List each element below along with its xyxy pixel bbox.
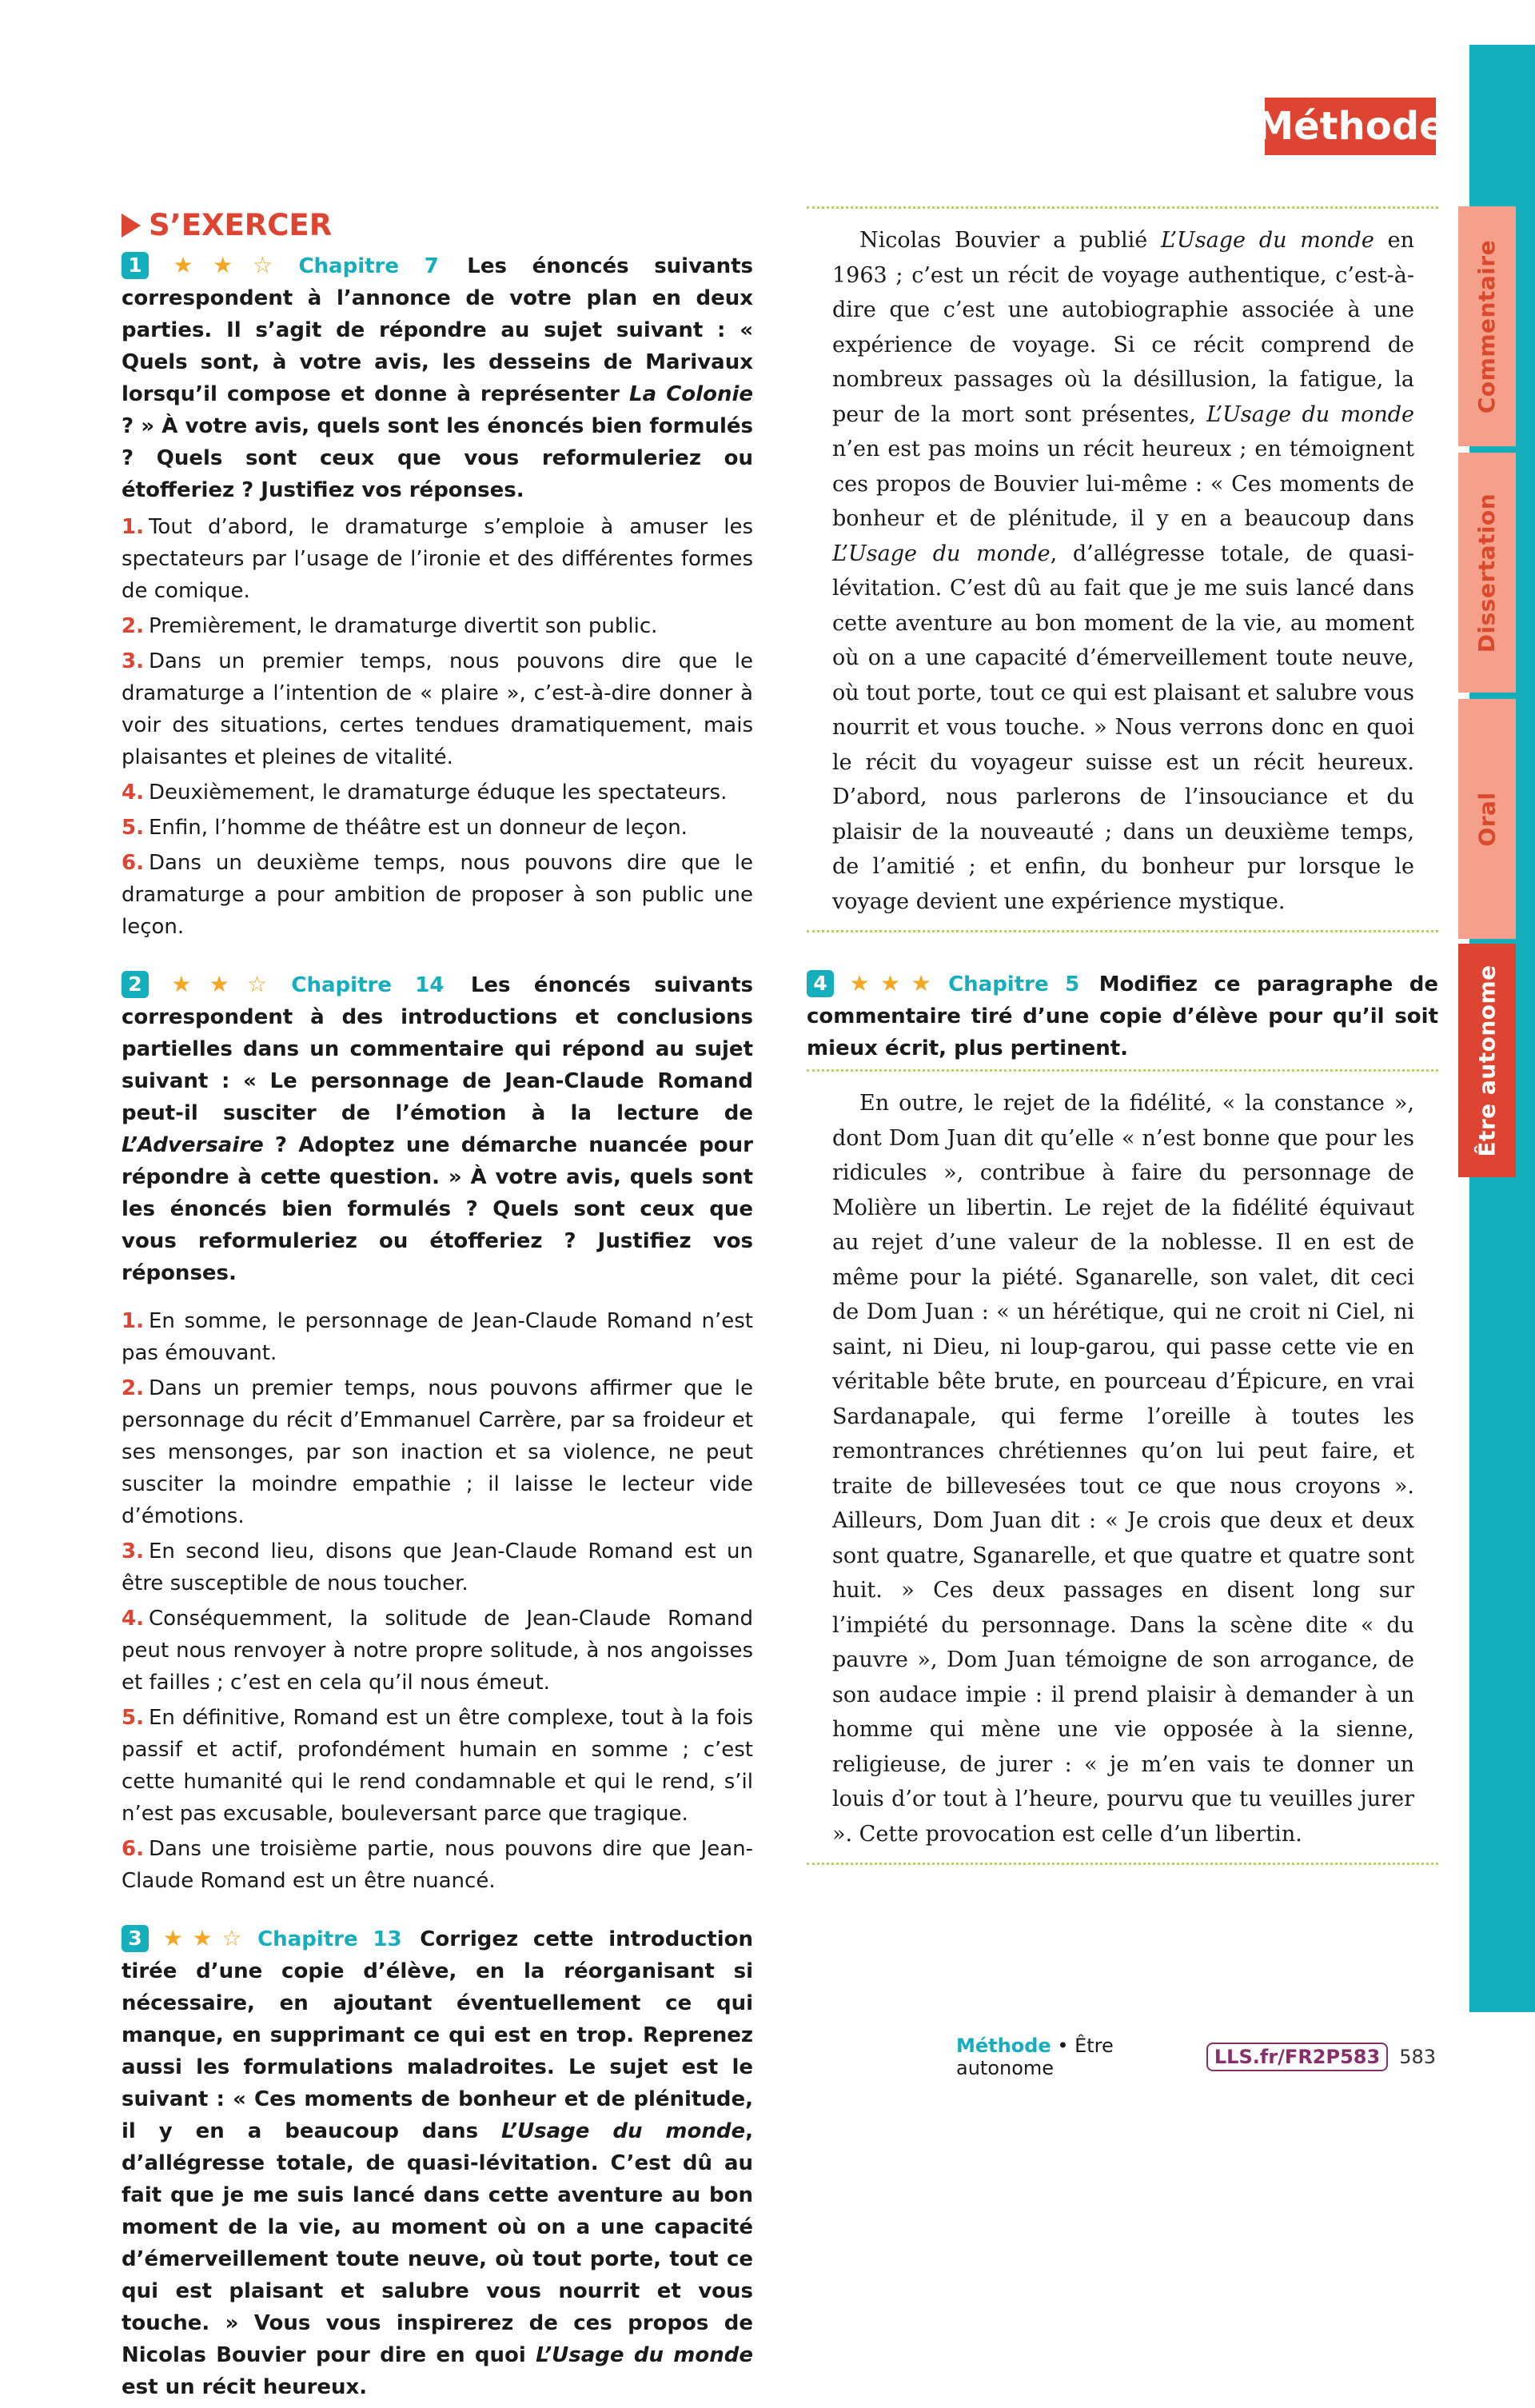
exercise-2: [122, 968, 753, 1897]
exercise-3-passage: Nicolas Bouvier a publié L’Usage du monde en 1963 ; c’est un récit de voyage authentique, c’est-à-dire que c’est une autobiographie associée à une expérience de voyage. Si ce récit comprend de nombreux passages où la désillusion, la fatigue, la peur de la mort sont présentes, L’Usage du monde n’en est pas moins un récit heureux ; en témoignent ces propos de Bouvier lui-même : « Ces moments de bonheur et de plénitude, il y en a beaucoup dans L’Usage du monde, d’allégresse totale, de quasi-lévitation. C’est dû au fait que je me suis lancé dans cette aventure au bon moment de la vie, au moment où on a une capacité d’émerveillement toute neuve, où tout porte, tout ce qui est plaisant et salubre vous nourrit et vous touche. » Nous verrons donc en quoi le récit du voyageur suisse est un récit heureux. D’abord, nous parlerons de l’insouciance et du plaisir de la nouveauté ; dans un deuxième temps, de l’amitié ; et enfin, du bonheur pur lorsque le voyage devient une expérience mystique.: [807, 206, 1438, 932]
section-title: S’EXERCER: [122, 206, 753, 245]
list-item: 6. Dans un deuxième temps, nous pouvons dire que le dramaturge a pour ambition de proposer à son public une leçon.: [122, 851, 753, 939]
right-column: [807, 206, 1438, 1865]
tab-etre-autonome[interactable]: Être autonome: [1458, 944, 1516, 1177]
list-item: 2. Dans un premier temps, nous pouvons affirmer que le personnage du récit d’Emmanuel Carrère, par sa froideur et ses mensonges, par son inaction et sa violence, ne peut susciter la moindre empathie ; il laisse le lecteur vide d’émotions.: [122, 1376, 753, 1528]
exercise-number-badge: 2: [122, 971, 149, 998]
exercise-1-list: [122, 511, 753, 943]
list-item: 5. Enfin, l’homme de théâtre est un donneur de leçon.: [122, 816, 688, 840]
exercise-4-passage: En outre, le rejet de la fidélité, « la constance », dont Dom Juan dit qu’elle « n’est bonne que pour les ridicules », contribue à faire du personnage de Molière un libertin. Le rejet de la fidélité équivaut au rejet d’une valeur de la noblesse. Il en est de même pour la piété. Sganarelle, son valet, dit ceci de Dom Juan : « un hérétique, qui ne croit ni Ciel, ni saint, ni Dieu, ni loup-garou, qui passe cette vie en véritable bête brute, en pourceau d’Épicure, en vrai Sardanapale, qui ferme l’oreille à toutes les remontrances chrétiennes qu’on lui peut faire, et traite de billevesées tout ce que nous croyons ». Ailleurs, Dom Juan dit : « Je crois que deux et deux sont quatre, Sganarelle, et que quatre et quatre sont huit. » Ces deux passages en disent long sur l’impiété du personnage. Dans la scène dite « du pauvre », Dom Juan témoigne de son arrogance, de son audace impie : il prend plaisir à demander à un homme qui mène une vie opposée à la sienne, religieuse, de jurer : « je m’en vais te donner un louis d’or tout à l’heure, pourvu que tu veuilles jurer ». Cette provocation est celle d’un libertin.: [807, 1069, 1438, 1865]
play-triangle-icon: [122, 214, 141, 238]
footer-link[interactable]: LLS.fr/FR2P583: [1206, 2043, 1388, 2071]
list-item: 4. Deuxièmement, le dramaturge éduque les spectateurs.: [122, 781, 728, 805]
list-item: 2. Premièrement, le dramaturge divertit son public.: [122, 614, 658, 638]
tab-commentaire[interactable]: Commentaire: [1458, 206, 1516, 446]
methode-badge: Méthode: [1265, 98, 1436, 155]
chapter-link[interactable]: Chapitre 14: [291, 973, 445, 997]
list-item: 1. Tout d’abord, le dramaturge s’emploie à amuser les spectateurs par l’usage de l’ironie et des différentes formes de comique.: [122, 515, 753, 603]
exercise-3: [122, 1923, 753, 2403]
list-item: 1. En somme, le personnage de Jean-Claude Romand n’est pas émouvant.: [122, 1309, 753, 1365]
tab-oral[interactable]: Oral: [1458, 699, 1516, 939]
page-number: 583: [1399, 2046, 1436, 2068]
chapter-link[interactable]: Chapitre 5: [948, 972, 1080, 996]
exercise-number-badge: 3: [122, 1925, 149, 1952]
exercise-4: [807, 968, 1438, 1865]
list-item: 3. Dans un premier temps, nous pouvons dire que le dramaturge a l’intention de « plaire », c’est-à-dire donner à voir des situations, certes tendues dramatiquement, mais plaisantes et pleines de vitalité.: [122, 649, 753, 769]
list-item: 6. Dans une troisième partie, nous pouvons dire que Jean-Claude Romand est un être nuancé.: [122, 1837, 753, 1893]
footer-subsection: Être autonome: [956, 2035, 1114, 2079]
exercise-number-badge: 1: [122, 252, 149, 279]
tab-dissertation[interactable]: Dissertation: [1458, 453, 1516, 693]
difficulty-stars-icon: ★★☆: [155, 1925, 252, 1951]
exercise-number-badge: 4: [807, 970, 834, 997]
list-item: 3. En second lieu, disons que Jean-Claude Romand est un être susceptible de nous toucher.: [122, 1539, 753, 1595]
exercise-3-instruction: 3 ★★☆ Chapitre 13 Corrigez cette introduction tirée d’une copie d’élève, en la réorganisant si nécessaire, en ajoutant éventuellement ce qui manque, en supprimant ce qui est en trop. Reprenez aussi les formulations maladroites. Le sujet est le suivant : « Ces moments de bonheur et de plénitude, il y en a beaucoup dans L’Usage du monde, d’allégresse totale, de quasi-lévitation. C’est dû au fait que je me suis lancé dans cette aventure au bon moment de la vie, au moment où on a une capacité d’émerveillement toute neuve, où tout porte, tout ce qui est plaisant et salubre vous nourrit et vous touche. » Vous vous inspirerez de ces propos de Nicolas Bouvier pour dire en quoi L’Usage du monde est un récit heureux.: [122, 1925, 754, 2399]
chapter-link[interactable]: Chapitre 13: [257, 1927, 402, 1951]
footer-section: Méthode: [956, 2035, 1051, 2057]
difficulty-stars-icon: ★★★: [840, 970, 943, 996]
chapter-link[interactable]: Chapitre 7: [298, 254, 439, 278]
left-column: [122, 206, 753, 2408]
exercise-4-instruction: 4 ★★★ Chapitre 5 Modifiez ce paragraphe de commentaire tiré d’une copie d’élève pour qu’il soit mieux écrit, plus pertinent.: [807, 970, 1438, 1060]
list-item: 5. En définitive, Romand est un être complexe, tout à la fois passif et actif, profondément humain en somme ; c’est cette humanité qui le rend condamnable et qui le rend, s’il n’est pas excusable, bouleversant parce que tragique.: [122, 1706, 753, 1826]
exercise-2-list: [122, 1305, 753, 1897]
exercise-1: [122, 250, 753, 943]
difficulty-stars-icon: ★★☆: [155, 252, 293, 278]
difficulty-stars-icon: ★★☆: [155, 971, 285, 997]
exercise-1-instruction: 1 ★★☆ Chapitre 7 Les énoncés suivants correspondent à l’annonce de votre plan en deux parties. Il s’agit de répondre au sujet suivant : « Quels sont, à votre avis, les desseins de Marivaux lorsqu’il compose et donne à représenter La Colonie ? » À votre avis, quels sont les énoncés bien formulés ? Quels sont ceux que vous reformuleriez ou étofferiez ? Justifiez vos réponses.: [122, 252, 754, 502]
exercise-2-instruction: 2 ★★☆ Chapitre 14 Les énoncés suivants correspondent à des introductions et conclusions partielles dans un commentaire qui répond au sujet suivant : « Le personnage de Jean-Claude Romand peut-il susciter de l’émotion à la lecture de L’Adversaire ? Adoptez une démarche nuancée pour répondre à cette question. » À votre avis, quels sont les énoncés bien formulés ? Quels sont ceux que vous reformuleriez ou étofferiez ? Justifiez vos réponses.: [122, 971, 754, 1285]
list-item: 4. Conséquemment, la solitude de Jean-Claude Romand peut nous renvoyer à notre propre solitude, à nos angoisses et failles ; c’est en cela qu’il nous émeut.: [122, 1607, 753, 1695]
page-footer: Méthode • Être autonome LLS.fr/FR2P583 583: [956, 2035, 1436, 2079]
